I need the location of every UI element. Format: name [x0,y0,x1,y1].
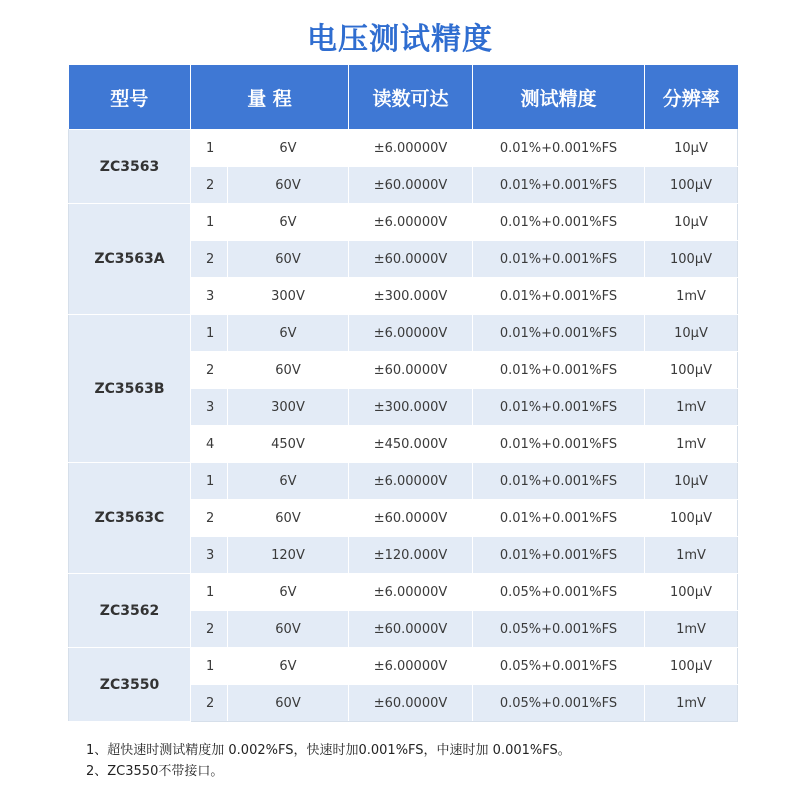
accuracy-cell: 0.01%+0.001%FS [473,389,645,426]
page-title: 电压测试精度 [307,22,493,57]
header-accuracy: 测试精度 [473,65,645,130]
reading-cell: ±60.0000V [349,500,473,537]
reading-cell: ±6.00000V [349,204,473,241]
range-cell: 60V [228,685,349,722]
accuracy-cell: 0.01%+0.001%FS [473,352,645,389]
voltage-accuracy-table [68,65,738,722]
reading-cell: ±120.000V [349,537,473,574]
reading-cell: ±60.0000V [349,685,473,722]
accuracy-cell: 0.01%+0.001%FS [473,426,645,463]
reading-cell: ±6.00000V [349,574,473,611]
range-index-cell: 2 [191,167,228,204]
model-cell: ZC3563C [69,463,191,574]
reading-cell: ±6.00000V [349,463,473,500]
footnote-2: 2、ZC3550不带接口。 [86,764,224,779]
range-index-cell: 1 [191,204,228,241]
table-row [69,574,738,611]
range-cell: 60V [228,500,349,537]
range-index-cell: 1 [191,648,228,685]
table-row [69,130,738,167]
accuracy-cell: 0.01%+0.001%FS [473,241,645,278]
resolution-cell: 100μV [645,241,738,278]
range-index-cell: 2 [191,500,228,537]
range-index-cell: 3 [191,537,228,574]
range-index-cell: 3 [191,389,228,426]
accuracy-cell: 0.01%+0.001%FS [473,500,645,537]
footnotes [86,740,571,782]
accuracy-cell: 0.01%+0.001%FS [473,537,645,574]
model-cell: ZC3562 [69,574,191,648]
accuracy-cell: 0.05%+0.001%FS [473,685,645,722]
range-cell: 450V [228,426,349,463]
accuracy-cell: 0.01%+0.001%FS [473,167,645,204]
resolution-cell: 10μV [645,204,738,241]
reading-cell: ±6.00000V [349,648,473,685]
range-index-cell: 4 [191,426,228,463]
range-index-cell: 2 [191,352,228,389]
header-reading: 读数可达 [349,65,473,130]
resolution-cell: 1mV [645,389,738,426]
resolution-cell: 10μV [645,130,738,167]
resolution-cell: 100μV [645,352,738,389]
range-index-cell: 1 [191,463,228,500]
range-cell: 120V [228,537,349,574]
resolution-cell: 100μV [645,574,738,611]
reading-cell: ±300.000V [349,278,473,315]
range-index-cell: 1 [191,130,228,167]
model-cell: ZC3563A [69,204,191,315]
accuracy-cell: 0.01%+0.001%FS [473,315,645,352]
range-cell: 60V [228,241,349,278]
table-row [69,648,738,685]
resolution-cell: 1mV [645,426,738,463]
accuracy-cell: 0.01%+0.001%FS [473,204,645,241]
table-body [69,130,738,722]
footnote-1: 1、超快速时测试精度加 0.002%FS，快速时加0.001%FS，中速时加 0.001%FS。 [86,743,571,758]
table-header-row [69,65,738,130]
accuracy-cell: 0.05%+0.001%FS [473,574,645,611]
model-cell: ZC3563 [69,130,191,204]
header-resolution: 分辨率 [645,65,738,130]
resolution-cell: 1mV [645,611,738,648]
range-cell: 6V [228,204,349,241]
header-range: 量 程 [191,65,349,130]
table-row [69,204,738,241]
range-index-cell: 2 [191,611,228,648]
resolution-cell: 10μV [645,315,738,352]
reading-cell: ±6.00000V [349,315,473,352]
reading-cell: ±300.000V [349,389,473,426]
model-cell: ZC3563B [69,315,191,463]
reading-cell: ±60.0000V [349,241,473,278]
reading-cell: ±6.00000V [349,130,473,167]
resolution-cell: 100μV [645,167,738,204]
range-index-cell: 1 [191,574,228,611]
range-index-cell: 3 [191,278,228,315]
accuracy-cell: 0.01%+0.001%FS [473,463,645,500]
reading-cell: ±60.0000V [349,611,473,648]
range-cell: 60V [228,352,349,389]
range-cell: 60V [228,611,349,648]
resolution-cell: 10μV [645,463,738,500]
resolution-cell: 100μV [645,648,738,685]
range-cell: 6V [228,130,349,167]
range-cell: 300V [228,389,349,426]
range-cell: 6V [228,574,349,611]
range-index-cell: 2 [191,241,228,278]
resolution-cell: 1mV [645,278,738,315]
reading-cell: ±60.0000V [349,352,473,389]
accuracy-cell: 0.05%+0.001%FS [473,648,645,685]
table-row [69,463,738,500]
range-cell: 300V [228,278,349,315]
model-cell: ZC3550 [69,648,191,722]
table-row [69,315,738,352]
range-cell: 6V [228,315,349,352]
reading-cell: ±450.000V [349,426,473,463]
accuracy-cell: 0.05%+0.001%FS [473,611,645,648]
range-index-cell: 2 [191,685,228,722]
resolution-cell: 100μV [645,500,738,537]
header-model: 型号 [69,65,191,130]
resolution-cell: 1mV [645,685,738,722]
reading-cell: ±60.0000V [349,167,473,204]
range-cell: 6V [228,648,349,685]
range-cell: 6V [228,463,349,500]
resolution-cell: 1mV [645,537,738,574]
accuracy-cell: 0.01%+0.001%FS [473,278,645,315]
range-index-cell: 1 [191,315,228,352]
accuracy-cell: 0.01%+0.001%FS [473,130,645,167]
range-cell: 60V [228,167,349,204]
